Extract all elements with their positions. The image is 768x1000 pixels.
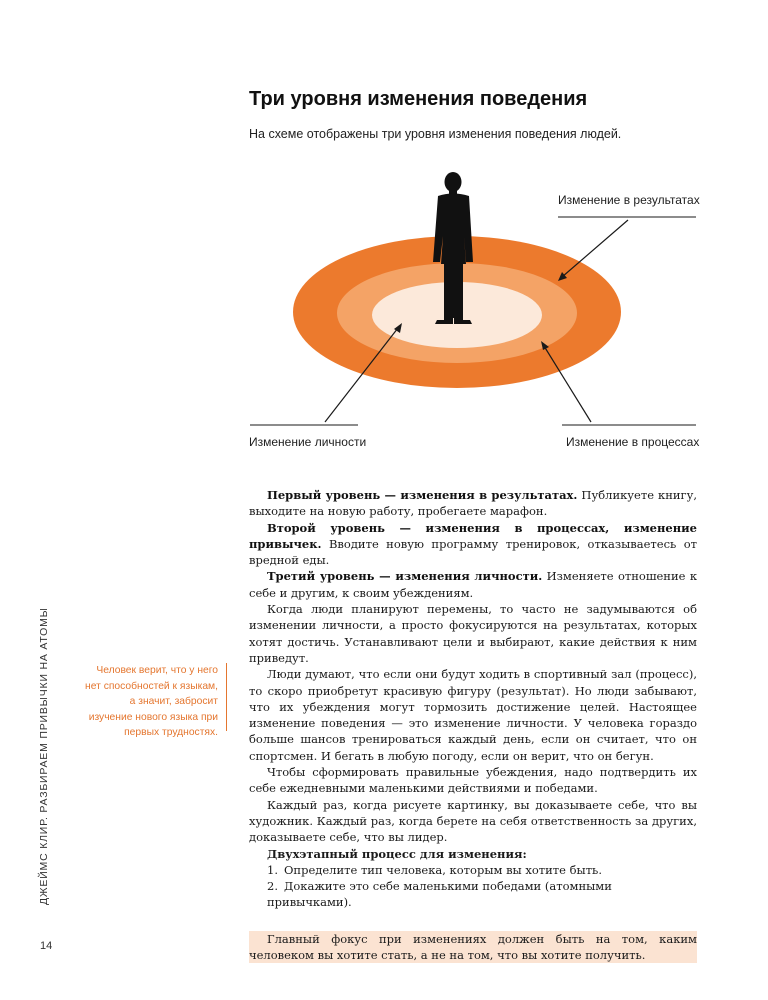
level-three-title: Третий уровень — изменения личности. — [267, 569, 543, 584]
page-heading: Три уровня изменения поведения — [249, 88, 588, 110]
paragraph-gym: Люди думают, что если они будут ходить в спортивный зал (процесс), то скоро приобретут красивую фигуру (результат). Но люди забывают, что их убеждения могут тормозить достижение целей. Настоящее изменение поведения — это изменение личности. У человека гораздо больше шансов тренироваться каждый день, если он считает, что он спортсмен. И бегать в любую погоду, если он верит, что он бегун. — [249, 667, 697, 763]
level-one-title: Первый уровень — изменения в результатах. — [267, 488, 578, 502]
body-text — [249, 487, 697, 963]
margin-note: Человек верит, что у него нет способностей к языкам, а значит, забросит изучение нового языка при первых трудностях. — [85, 665, 218, 738]
label-identity-change: Изменение личности — [249, 435, 367, 449]
two-step-list — [249, 862, 697, 911]
level-two-title: Второй уровень — изменения в процессах, изменение привычек. — [249, 520, 697, 551]
highlighted-key-point: Главный фокус при изменениях должен быть на том, каким человеком вы хотите стать, а не на том, что вы хотите получить. — [249, 931, 697, 963]
two-step-heading: Двухэтапный процесс для изменения: — [267, 846, 527, 861]
paragraph-level-three — [249, 568, 697, 601]
paragraph-level-one — [249, 487, 697, 520]
list-item: 1. Определите тип человека, которым вы хотите быть. — [267, 862, 602, 877]
level-two-text: Вводите новую программу тренировок, отказываетесь от вредной еды. — [249, 536, 697, 568]
paragraph-level-two — [249, 520, 697, 569]
page-number: 14 — [40, 940, 53, 952]
label-results-change: Изменение в результатах — [558, 193, 700, 207]
intro-text: На схеме отображены три уровня изменения поведения людей. — [249, 127, 622, 141]
level-one-text: Публикуете книгу, выходите на новую работу, пробегаете марафон. — [249, 488, 697, 519]
paragraph-proof: Каждый раз, когда рисуете картинку, вы доказываете себе, что вы художник. Каждый раз, когда берете на себя ответственность за других, доказываете себе, что вы лидер. — [249, 797, 697, 845]
running-title: ДЖЕЙМС КЛИР. РАЗБИРАЕМ ПРИВЫЧКИ НА АТОМЫ — [38, 607, 50, 905]
list-item: 2. Докажите это себе маленькими победами (атомными привычками). — [267, 879, 612, 910]
paragraph-planning: Когда люди планируют перемены, то часто не задумываются об изменении личности, а просто фокусируются на результатах, которых хотят достичь. Устанавливают цели и выбирают, какие действия к ним приведут. — [249, 602, 697, 665]
level-three-text: Изменяете отношение к себе и другим, к своим убеждениям. — [249, 569, 698, 600]
margin-note-rule — [226, 663, 227, 731]
paragraph-beliefs: Чтобы сформировать правильные убеждения, надо подтвердить их себе ежедневными маленькими действиями и победами. — [249, 765, 697, 796]
label-process-change: Изменение в процессах — [566, 435, 700, 449]
